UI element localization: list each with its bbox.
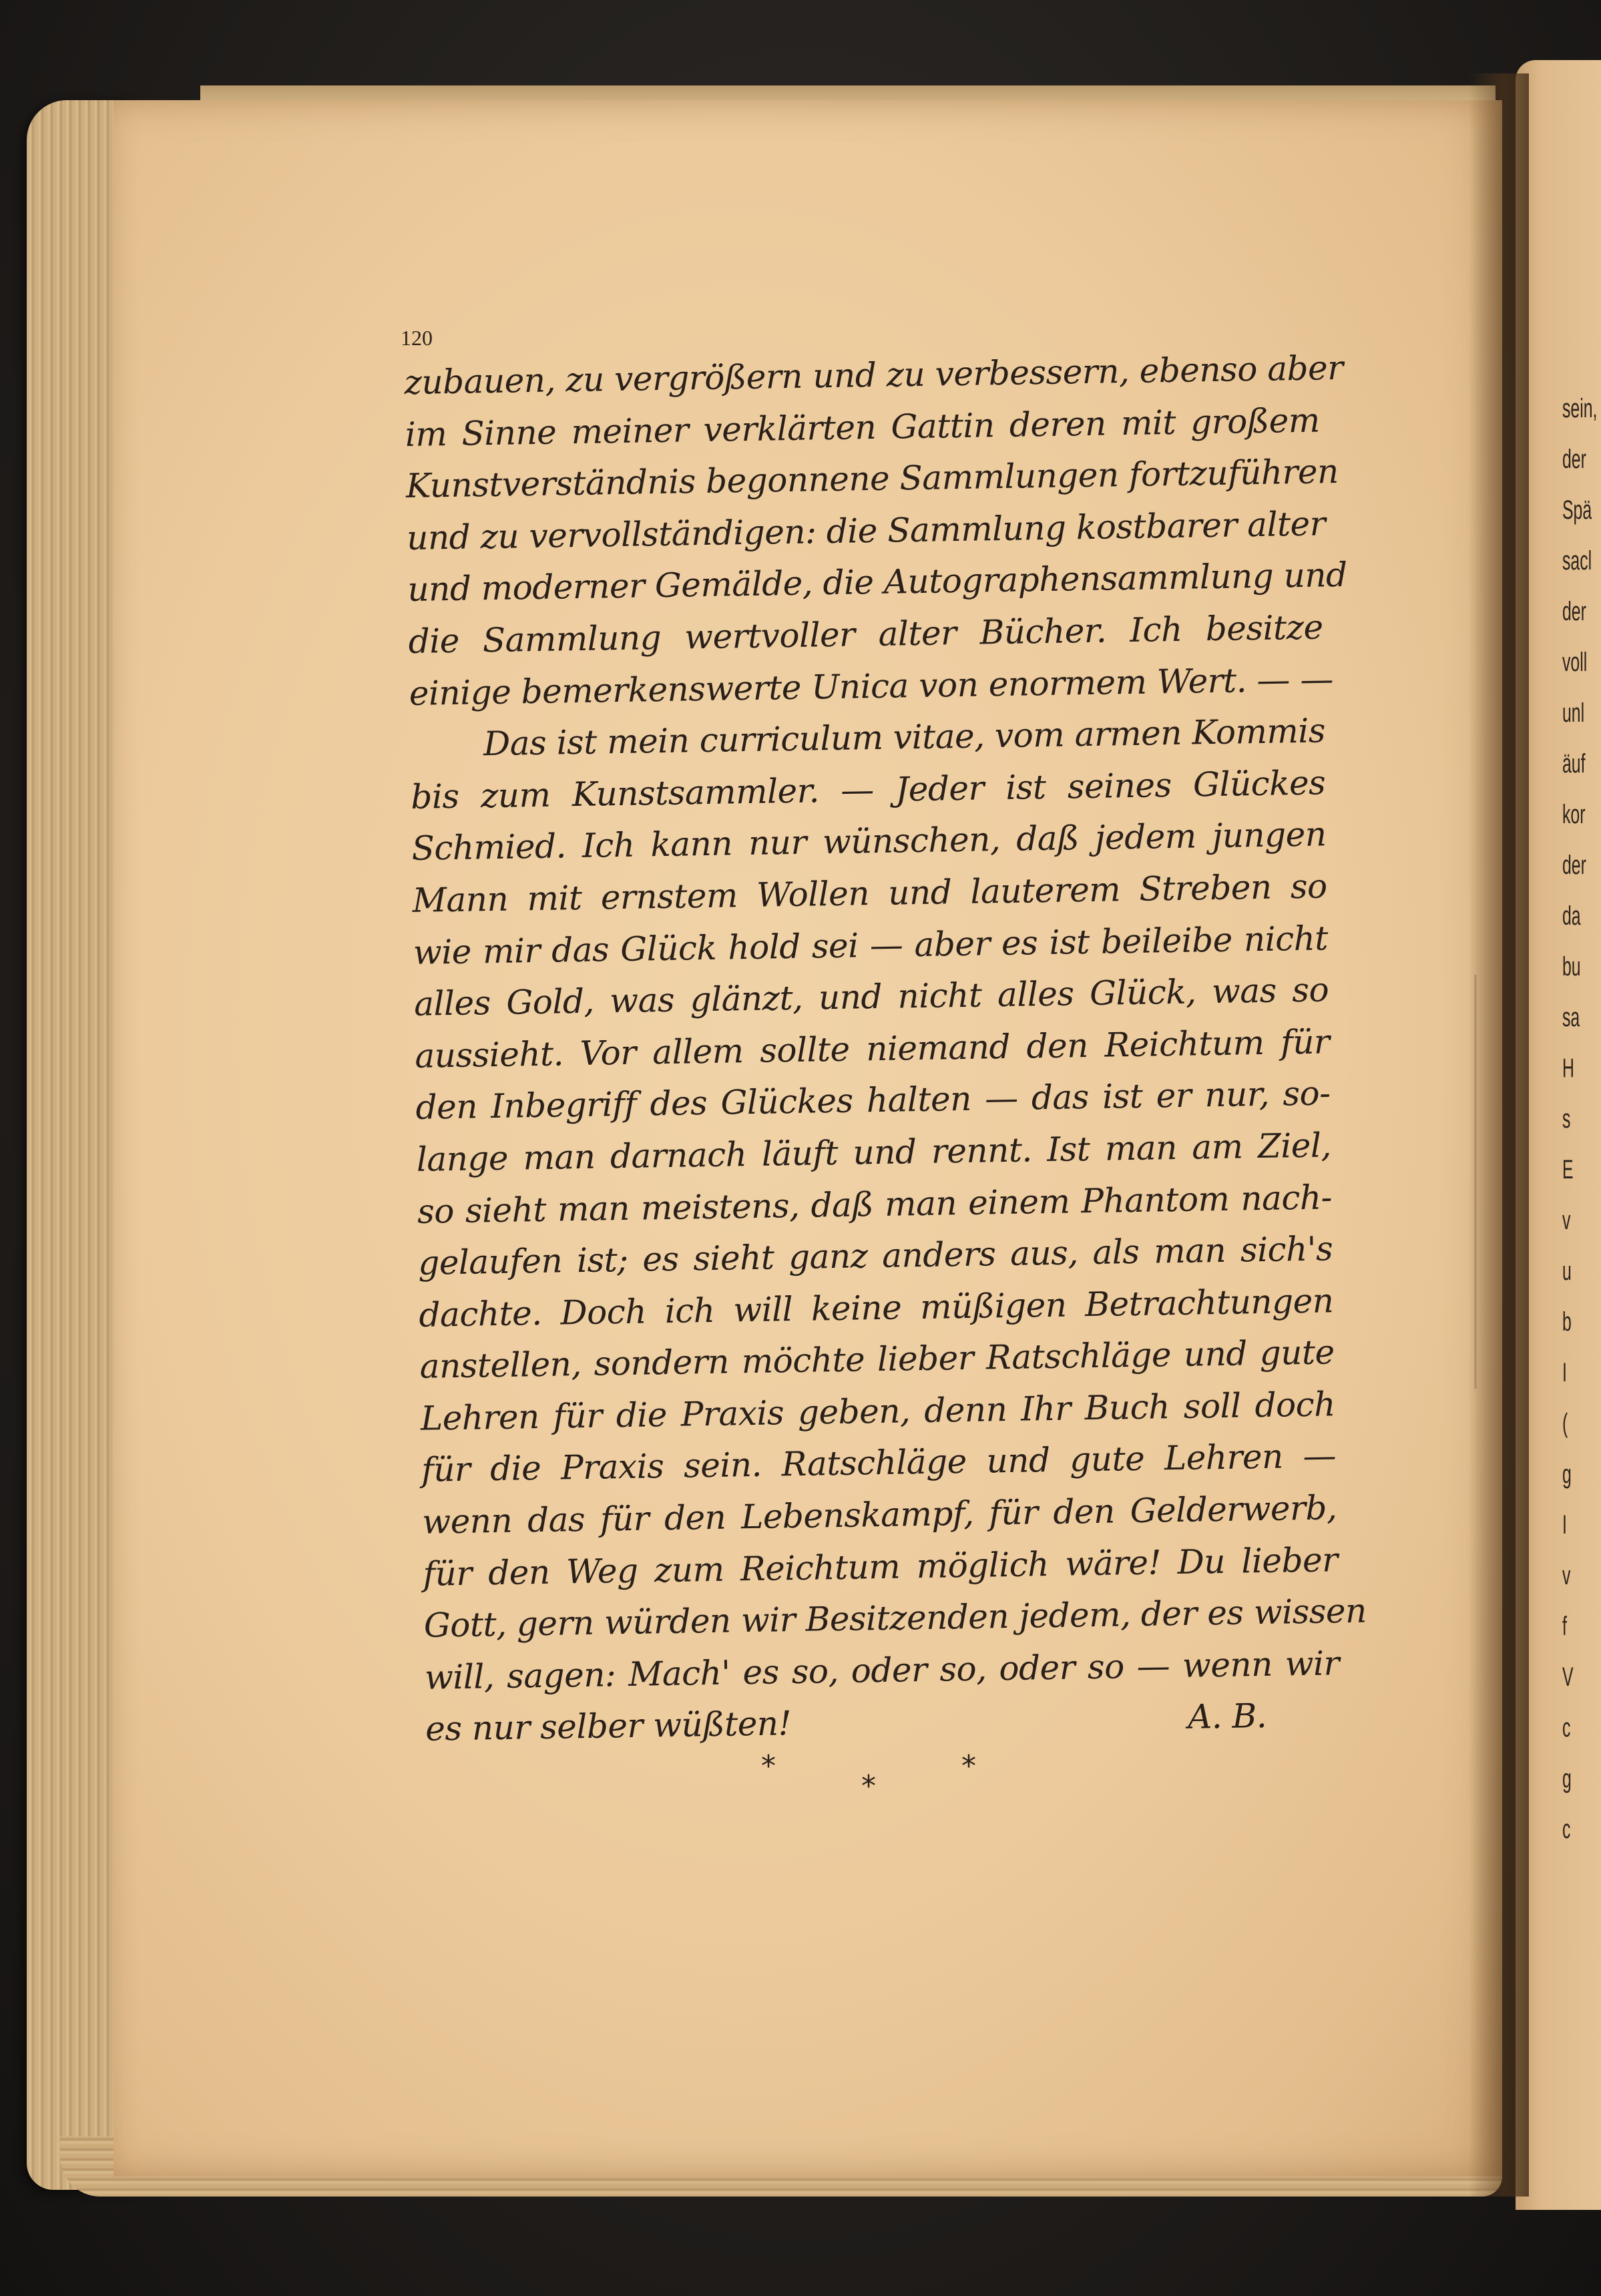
right-page-fragment: ( [1562, 1409, 1568, 1438]
text-line: so sieht man meistens, daß man einem Phantom nach- [417, 1177, 1333, 1231]
text-line: zubauen, zu vergrößern und zu verbessern, ebenso aber [404, 348, 1343, 402]
right-page-fragment: H [1562, 1054, 1574, 1083]
right-page-fragment: kor [1562, 800, 1586, 829]
text-line: den Inbegriff des Glückes halten — das ist er nur, so- [415, 1074, 1331, 1128]
text-line: Kunstverständnis begonnene Sammlungen fortzuführen [405, 452, 1339, 506]
text-line: für den Weg zum Reichtum möglich wäre! Du lieber [423, 1540, 1338, 1594]
signature: A. B. [1187, 1696, 1267, 1737]
right-page-fragment: unl [1562, 698, 1585, 728]
text-line: die Sammlung wertvoller alter Bücher. Ich besitze [408, 608, 1323, 661]
text-line: lange man darnach läuft und rennt. Ist man am Ziel, [416, 1126, 1332, 1179]
text-line: will, sagen: Mach' es so, oder so, oder so — wenn wir [424, 1644, 1340, 1697]
right-page-fragment: Spä [1562, 495, 1592, 525]
right-page-fragment: s [1562, 1104, 1571, 1134]
right-page-fragment: der [1562, 597, 1586, 626]
right-page-fragment: I [1562, 1510, 1567, 1540]
text-line: wenn das für den Lebenskampf, für den Gelderwerb, [421, 1488, 1337, 1542]
text-line: im Sinne meiner verklärten Gattin deren mit großem [405, 401, 1321, 454]
text-line: anstellen, sondern möchte lieber Ratschläge und gute [419, 1333, 1335, 1387]
star-ornament: * [761, 1749, 776, 1783]
right-page-fragment: äuf [1562, 749, 1586, 778]
right-page-fragment: b [1562, 1307, 1572, 1337]
closing-text: es nur selber wüßten! [425, 1704, 792, 1749]
right-page-fragment: E [1562, 1155, 1574, 1184]
star-ornament: * [861, 1769, 876, 1803]
right-page-fragment: v [1562, 1206, 1571, 1235]
book-gutter [1469, 73, 1529, 2197]
right-page-fragment: voll [1562, 648, 1588, 677]
text-line: einige bemerkenswerte Unica von enormem Wert. — — [409, 659, 1334, 713]
text-line: Gott, gern würden wir Besitzenden jedem, der es wissen [423, 1591, 1367, 1646]
text-line: Das ist mein curriculum vitae, vom armen Kommis [483, 711, 1326, 764]
text-line: dachte. Doch ich will keine müßigen Betrachtungen [419, 1281, 1334, 1335]
right-page-fragment: g [1562, 1764, 1572, 1793]
text-line: und moderner Gemälde, die Autographensammlung und [407, 555, 1348, 610]
right-page-fragment: c [1562, 1815, 1571, 1844]
right-page-fragment: I [1562, 1358, 1567, 1387]
right-page-fragment: sein, [1562, 394, 1598, 423]
text-line: bis zum Kunstsammler. — Jeder ist seines Glückes [410, 763, 1326, 817]
right-page-fragment: da [1562, 901, 1581, 931]
right-page-fragment: c [1562, 1713, 1571, 1743]
right-page-fragment: v [1562, 1561, 1571, 1590]
right-page-fragment: g [1562, 1459, 1572, 1489]
right-page-fragment: der [1562, 445, 1586, 474]
star-ornament: * [961, 1749, 976, 1783]
right-page-fragment: sacl [1562, 546, 1592, 576]
body-text [404, 342, 1367, 1755]
right-page-fragment: bu [1562, 952, 1581, 981]
text-line: Mann mit ernstem Wollen und lauterem Streben so [412, 867, 1328, 920]
right-page-fragment: f [1562, 1612, 1567, 1641]
right-page-fragment: u [1562, 1256, 1572, 1286]
right-page-fragment: V [1562, 1662, 1574, 1692]
text-line: wie mir das Glück hold sei — aber es ist beileibe nicht [413, 918, 1329, 972]
text-line: Schmied. Ich kann nur wünschen, daß jedem jungen [411, 815, 1327, 869]
text-line: Lehren für die Praxis geben, denn Ihr Buch soll doch [420, 1385, 1336, 1438]
page-number: 120 [401, 326, 433, 350]
text-line: und zu vervollständigen: die Sammlung kostbarer alter [406, 504, 1326, 557]
right-page-fragment: sa [1562, 1003, 1580, 1032]
text-line: aussieht. Vor allem sollte niemand den Reichtum für [414, 1022, 1330, 1076]
right-page-fragment: der [1562, 851, 1586, 880]
section-stars [761, 1749, 988, 1816]
text-line: alles Gold, was glänzt, und nicht alles Glück, was so [413, 970, 1329, 1024]
text-line: gelaufen ist; es sieht ganz anders aus, als man sich's [417, 1229, 1333, 1283]
text-line: für die Praxis sein. Ratschläge und gute Lehren — [421, 1436, 1337, 1490]
page-crease [1474, 975, 1477, 1389]
